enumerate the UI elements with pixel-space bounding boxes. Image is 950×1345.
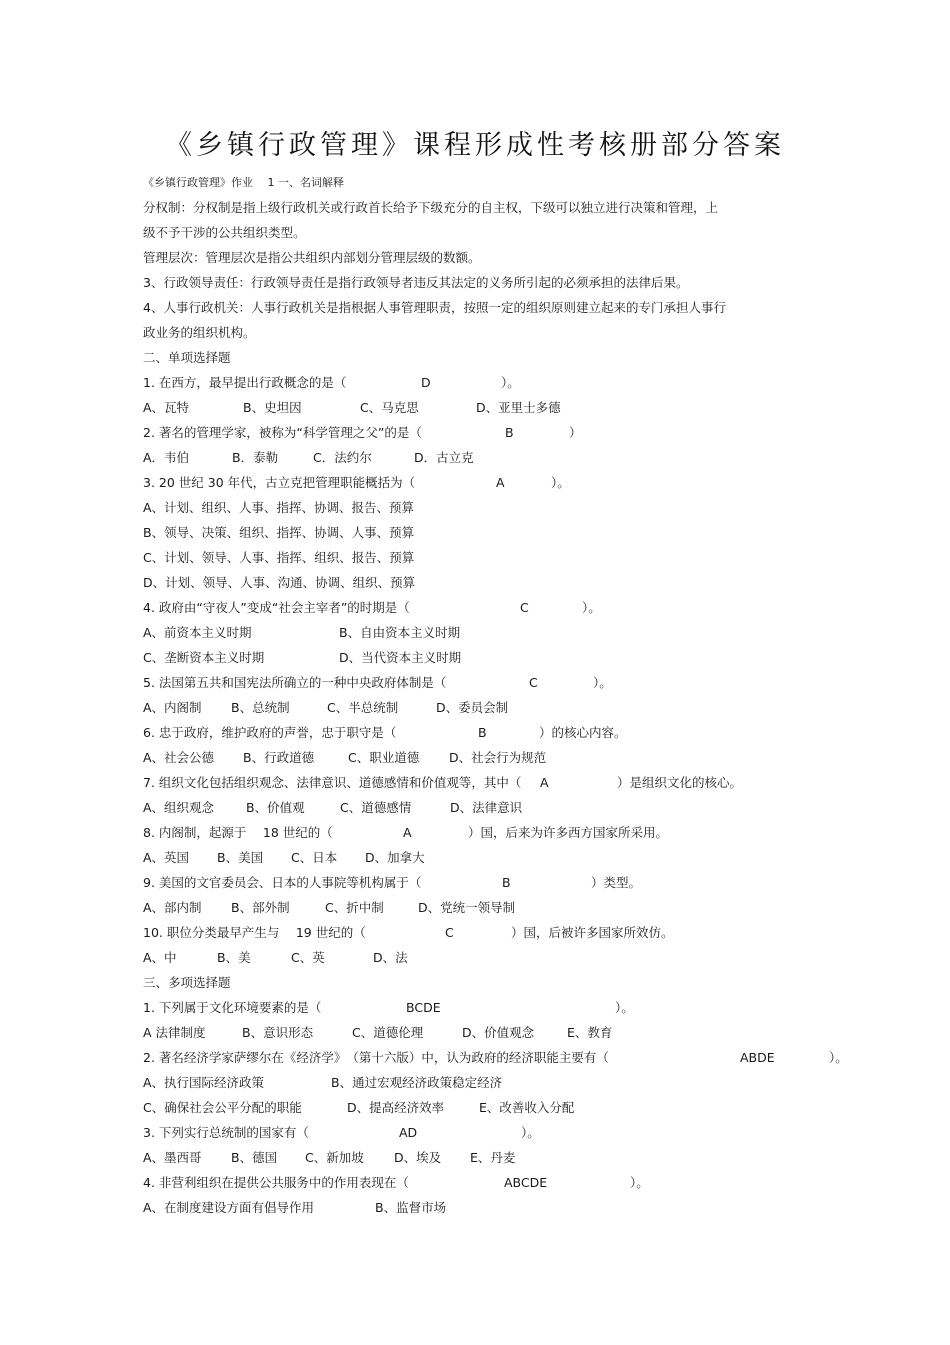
option: B、总统制 (231, 700, 290, 715)
single-question-end: ）类型。 (591, 875, 642, 890)
single-question-end: ） (569, 425, 582, 440)
single-question-10 (143, 920, 823, 945)
single-option-line-2 (143, 520, 823, 545)
option: A、社会公德 (143, 750, 215, 765)
section-heading-single-text: 二、单项选择题 (143, 350, 231, 365)
option: D、埃及 (394, 1150, 442, 1165)
multi-question-4 (143, 1170, 823, 1195)
option: D、当代资本主义时期 (339, 650, 462, 665)
multi-options-row-1 (143, 1195, 823, 1220)
option: C、马克思 (360, 400, 419, 415)
single-question-5 (143, 670, 823, 695)
option: B、德国 (231, 1150, 278, 1165)
multi-question-end: ）。 (630, 1175, 649, 1190)
option: D、亚里士多德 (476, 400, 561, 415)
single-options-row-1 (143, 620, 823, 645)
option: E、教育 (567, 1025, 613, 1040)
single-answer: C (520, 600, 529, 615)
single-question-end: ）是组织文化的核心。 (617, 775, 743, 790)
option: E、丹麦 (470, 1150, 516, 1165)
single-question-end: ）。 (551, 475, 570, 490)
single-answer: B (505, 425, 514, 440)
single-answer: B (502, 875, 511, 890)
section-heading-multi-text: 三、多项选择题 (143, 975, 231, 990)
option: A、在制度建设方面有倡导作用 (143, 1200, 315, 1215)
single-question-end: ）国，后来为许多西方国家所采用。 (468, 825, 669, 840)
single-option-line-4 (143, 570, 823, 595)
single-options-6 (143, 745, 823, 770)
single-options-7 (143, 795, 823, 820)
single-answer: A (403, 825, 412, 840)
option: D、提高经济效率 (347, 1100, 445, 1115)
single-question-end: ）。 (593, 675, 612, 690)
single-question-end: ）国，后被许多国家所效仿。 (511, 925, 674, 940)
option: C、道德感情 (340, 800, 412, 815)
option: A、英国 (143, 850, 190, 865)
multi-options-3 (143, 1145, 823, 1170)
option: A 法律制度 (143, 1025, 206, 1040)
multi-question-end: ）。 (521, 1125, 540, 1140)
page-title: 《乡镇行政管理》课程形成性考核册部分答案 (165, 130, 785, 161)
multi-answer: BCDE (406, 1000, 441, 1015)
single-question-text: 7. 组织文化包括组织观念、法律意识、道德感情和价值观等，其中（ (143, 775, 522, 790)
definition-fenquan-text: 分权制：分权制是指上级行政机关或行政首长给予下级充分的自主权，下级可以独立进行决策和管理，上 (143, 200, 719, 215)
single-question-4 (143, 595, 823, 620)
option: C、日本 (291, 850, 338, 865)
option: D、委员会制 (436, 700, 509, 715)
option: C、确保社会公平分配的职能 (143, 1100, 302, 1115)
single-option-line-1-text: A、计划、组织、人事、指挥、协调、报告、预算 (143, 500, 415, 515)
option: C、英 (291, 950, 325, 965)
option: A、组织观念 (143, 800, 215, 815)
option: C、道德伦理 (352, 1025, 424, 1040)
option: D、社会行为规范 (449, 750, 547, 765)
single-options-row-2 (143, 645, 823, 670)
multi-question-text: 1. 下列属于文化环境要素的是（ (143, 1000, 322, 1015)
single-answer: C (445, 925, 454, 940)
single-question-text: 6. 忠于政府，维护政府的声誉，忠于职守是（ (143, 725, 397, 740)
single-options-8 (143, 845, 823, 870)
single-question-end: ）。 (501, 375, 520, 390)
single-question-text: 5. 法国第五共和国宪法所确立的一种中央政府体制是（ (143, 675, 447, 690)
option: C、垄断资本主义时期 (143, 650, 265, 665)
multi-answer: ABCDE (504, 1175, 548, 1190)
document-body (143, 170, 848, 1220)
option: A、中 (143, 950, 177, 965)
definition-renshi (143, 295, 823, 320)
option: B、价值观 (246, 800, 305, 815)
option: B．泰勒 (232, 450, 279, 465)
single-options-5 (143, 695, 823, 720)
option: C、半总统制 (327, 700, 399, 715)
option: D、价值观念 (462, 1025, 535, 1040)
multi-question-1 (143, 995, 823, 1020)
multi-question-end: ）。 (829, 1050, 848, 1065)
definition-guanli-cengci-text: 管理层次：管理层次是指公共组织内部划分管理层级的数额。 (143, 250, 481, 265)
single-question-8 (143, 820, 823, 845)
definition-renshi-text: 4、人事行政机关：人事行政机关是指根据人事管理职责，按照一定的组织原则建立起来的专门承担人事行 (143, 300, 726, 315)
single-option-line-1 (143, 495, 823, 520)
single-question-3 (143, 470, 823, 495)
multi-options-row-2 (143, 1095, 823, 1120)
multi-question-text: 4. 非营利组织在提供公共服务中的作用表现在（ (143, 1175, 409, 1190)
option: A、部内制 (143, 900, 202, 915)
assignment-header (143, 170, 823, 195)
single-question-end: ）。 (582, 600, 601, 615)
option: C、职业道德 (348, 750, 420, 765)
option: A、内阁制 (143, 700, 202, 715)
multi-question-2 (143, 1045, 848, 1070)
single-question-1 (143, 370, 823, 395)
single-question-end: ）的核心内容。 (539, 725, 627, 740)
single-question-2 (143, 420, 823, 445)
single-options-10 (143, 945, 823, 970)
definition-renshi-cont-text: 政业务的组织机构。 (143, 325, 256, 340)
multi-options-1 (143, 1020, 823, 1045)
option: A、执行国际经济政策 (143, 1075, 265, 1090)
single-question-text: 2. 著名的管理学家，被称为“科学管理之父”的是（ (143, 425, 422, 440)
multi-question-text: 2. 著名经济学家萨缪尔在《经济学》 （第十六版）中，认为政府的经济职能主要有（ (143, 1050, 609, 1065)
multi-question-end: ）。 (615, 1000, 634, 1015)
multi-question-3 (143, 1120, 823, 1145)
single-answer: C (529, 675, 538, 690)
option: B、行政道德 (243, 750, 315, 765)
section-heading-single (143, 345, 823, 370)
multi-answer: ABDE (740, 1050, 775, 1065)
single-option-line-4-text: D、计划、领导、人事、沟通、协调、组织、预算 (143, 575, 416, 590)
option: D、加拿大 (365, 850, 425, 865)
definition-lingdao-zeren-text: 3、行政领导责任：行政领导责任是指行政领导者违反其法定的义务所引起的必须承担的法律后果。 (143, 275, 689, 290)
option: A．韦伯 (143, 450, 190, 465)
single-question-7 (143, 770, 823, 795)
multi-answer: AD (399, 1125, 418, 1140)
single-options-2 (143, 445, 823, 470)
single-question-text: 10. 职位分类最早产生与 19 世纪的（ (143, 925, 366, 940)
assignment-header-text: 《乡镇行政管理》作业 1 一、名词解释 (143, 176, 344, 189)
single-answer: B (478, 725, 487, 740)
definition-renshi-cont (143, 320, 823, 345)
single-question-text: 4. 政府由“守夜人”变成“社会主宰者”的时期是（ (143, 600, 410, 615)
option: B、部外制 (231, 900, 290, 915)
option: B、美国 (217, 850, 264, 865)
single-option-line-2-text: B、领导、决策、组织、指挥、协调、人事、预算 (143, 525, 415, 540)
option: A、墨西哥 (143, 1150, 202, 1165)
multi-question-text: 3. 下列实行总统制的国家有（ (143, 1125, 309, 1140)
option: C、折中制 (325, 900, 384, 915)
definition-guanli-cengci (143, 245, 823, 270)
single-question-9 (143, 870, 823, 895)
definition-fenquan (143, 195, 823, 220)
option: D、党统一领导制 (418, 900, 516, 915)
single-answer: A (496, 475, 505, 490)
single-answer: D (421, 375, 431, 390)
single-question-text: 8. 内阁制，起源于 18 世纪的（ (143, 825, 333, 840)
option: C、新加坡 (305, 1150, 364, 1165)
option: B、美 (217, 950, 251, 965)
single-options-9 (143, 895, 823, 920)
single-question-text: 1. 在西方，最早提出行政概念的是（ (143, 375, 347, 390)
option: A、瓦特 (143, 400, 190, 415)
single-option-line-3 (143, 545, 823, 570)
option: D、法 (373, 950, 408, 965)
single-option-line-3-text: C、计划、领导、人事、指挥、组织、报告、预算 (143, 550, 415, 565)
option: B、自由资本主义时期 (339, 625, 461, 640)
definition-lingdao-zeren (143, 270, 823, 295)
option: B、史坦因 (243, 400, 302, 415)
option: A、前资本主义时期 (143, 625, 252, 640)
option: D．古立克 (414, 450, 474, 465)
option: B、通过宏观经济政策稳定经济 (331, 1075, 503, 1090)
option: B、意识形态 (242, 1025, 314, 1040)
option: C．法约尔 (313, 450, 372, 465)
section-heading-multi (143, 970, 823, 995)
single-options-1 (143, 395, 823, 420)
single-answer: A (540, 775, 549, 790)
option: E、改善收入分配 (479, 1100, 575, 1115)
multi-options-row-1 (143, 1070, 823, 1095)
option: D、法律意识 (450, 800, 523, 815)
single-question-text: 3. 20 世纪 30 年代，古立克把管理职能概括为（ (143, 475, 416, 490)
single-question-6 (143, 720, 823, 745)
option: B、监督市场 (375, 1200, 447, 1215)
single-question-text: 9. 美国的文官委员会、日本的人事院等机构属于（ (143, 875, 422, 890)
definition-fenquan-cont (143, 220, 823, 245)
definition-fenquan-cont-text: 级不予干涉的公共组织类型。 (143, 225, 306, 240)
